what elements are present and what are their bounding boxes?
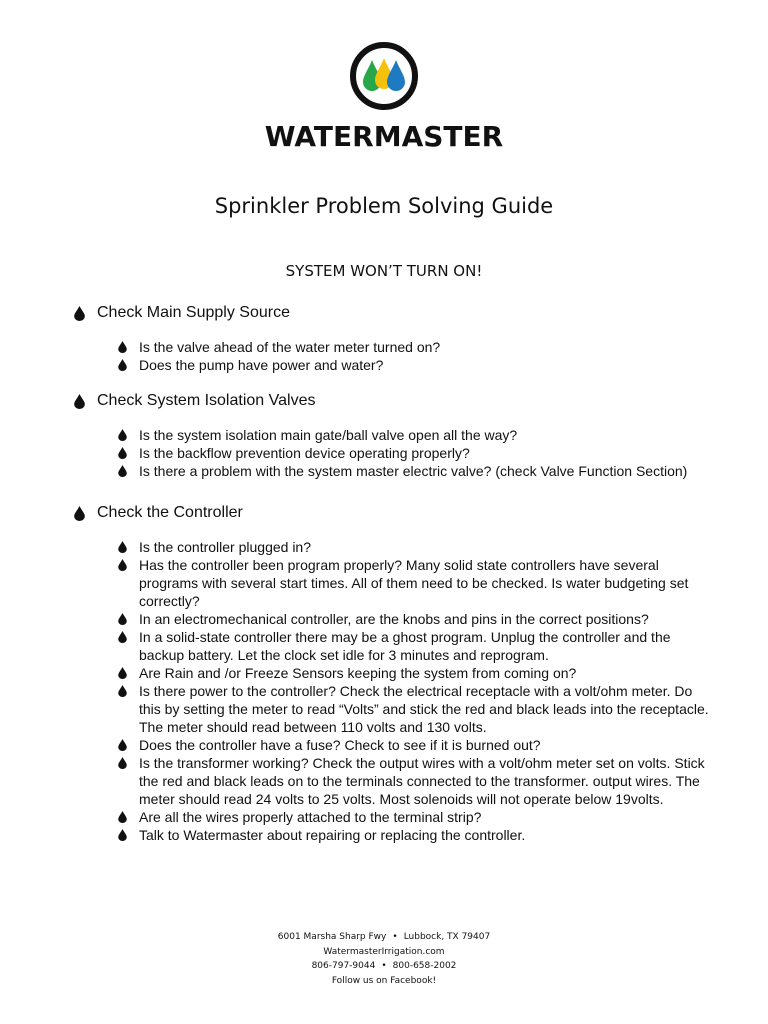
list-item	[118, 338, 714, 356]
water-drop-icon	[118, 559, 127, 571]
section-heading	[74, 390, 714, 412]
document-subtitle: SYSTEM WON’T TURN ON!	[285, 262, 483, 280]
list-item	[118, 808, 714, 826]
water-drop-icon	[118, 829, 127, 841]
list-item-text: Has the controller been program properly? Many solid state controllers have several programs with several start times. All of them need to be checked. Is water budgeting set correctly?	[139, 557, 689, 609]
section-heading-text: Check the Controller	[97, 504, 243, 521]
list-item-text: Is the controller plugged in?	[139, 539, 311, 555]
section-heading-text: Check System Isolation Valves	[97, 392, 316, 409]
footer-address: 6001 Marsha Sharp Fwy	[277, 932, 387, 942]
footer-phone-1: 806-797-9044	[311, 961, 376, 971]
water-drop-icon	[118, 447, 127, 459]
section-items	[74, 338, 714, 374]
list-item-text: Are Rain and /or Freeze Sensors keeping the system from coming on?	[139, 665, 577, 681]
water-drop-icon	[118, 613, 127, 625]
water-drop-icon	[118, 811, 127, 823]
list-item-text: In an electromechanical controller, are the knobs and pins in the correct positions?	[139, 611, 649, 627]
water-drop-icon	[118, 631, 127, 643]
footer-separator: •	[381, 961, 387, 971]
water-drop-icon	[74, 394, 85, 409]
water-drop-icon	[118, 341, 127, 353]
footer-website[interactable]: WatermasterIrrigation.com	[323, 946, 445, 957]
list-item-text: Is there power to the controller? Check the electrical receptacle with a volt/ohm meter. Do this by setting the meter to read “Volts” and stick the red and black leads into the receptacle. The meter should read between 110 volts and 130 volts.	[139, 683, 709, 735]
list-item	[118, 462, 714, 480]
water-drop-icon	[118, 757, 127, 769]
list-item-text: Is the transformer working? Check the output wires with a volt/ohm meter set on volts. Stick the red and black leads on to the terminals connected to the transformer. output wires. The meter should read 24 volts to 25 volts. Most solenoids will not operate below 19volts.	[139, 755, 705, 807]
list-item-text: Are all the wires properly attached to the terminal strip?	[139, 809, 482, 825]
section-heading-text: Check Main Supply Source	[97, 304, 290, 321]
section-heading	[74, 302, 714, 324]
water-drop-icon	[118, 685, 127, 697]
section-heading	[74, 502, 714, 524]
water-drop-icon	[118, 739, 127, 751]
footer-separator: •	[392, 932, 398, 942]
list-item	[118, 556, 714, 610]
list-item	[118, 356, 714, 374]
footer-address-line	[0, 930, 768, 945]
watermaster-logo-icon	[348, 40, 420, 112]
list-item-text: Does the controller have a fuse? Check to see if it is burned out?	[139, 737, 541, 753]
list-item	[118, 628, 714, 664]
list-item-text: In a solid-state controller there may be a ghost program. Unplug the controller and the backup battery. Let the clock set idle for 3 minutes and reprogram.	[139, 629, 671, 663]
list-item	[118, 664, 714, 682]
list-item	[118, 610, 714, 628]
list-item	[118, 754, 714, 808]
list-item	[118, 826, 714, 844]
list-item-text: Does the pump have power and water?	[139, 357, 384, 373]
footer-phone-2: 800-658-2002	[392, 961, 457, 971]
brand-wordmark: WATERMASTER	[264, 120, 504, 153]
section-isolation-valves	[74, 390, 714, 480]
list-item-text: Is there a problem with the system master electric valve? (check Valve Function Section)	[139, 463, 688, 479]
water-drop-icon	[74, 306, 85, 321]
list-item	[118, 444, 714, 462]
water-drop-icon	[118, 359, 127, 371]
footer-phone-line	[0, 959, 768, 974]
water-drop-icon	[118, 667, 127, 679]
list-item	[118, 736, 714, 754]
list-item-text: Is the backflow prevention device operating properly?	[139, 445, 470, 461]
water-drop-icon	[118, 541, 127, 553]
list-item	[118, 682, 714, 736]
brand-logo	[0, 40, 768, 153]
page-footer	[0, 930, 768, 988]
guide-sections	[74, 302, 714, 844]
section-items	[74, 426, 714, 480]
document-title: Sprinkler Problem Solving Guide	[214, 194, 554, 218]
section-controller	[74, 502, 714, 844]
list-item	[118, 426, 714, 444]
footer-city: Lubbock, TX 79407	[403, 932, 491, 942]
footer-social: Follow us on Facebook!	[331, 975, 437, 986]
water-drop-icon	[74, 506, 85, 521]
list-item	[118, 538, 714, 556]
section-main-supply	[74, 302, 714, 374]
list-item-text: Is the system isolation main gate/ball valve open all the way?	[139, 427, 518, 443]
section-items	[74, 538, 714, 844]
water-drop-icon	[118, 465, 127, 477]
list-item-text: Talk to Watermaster about repairing or replacing the controller.	[139, 827, 526, 843]
list-item-text: Is the valve ahead of the water meter turned on?	[139, 339, 441, 355]
water-drop-icon	[118, 429, 127, 441]
